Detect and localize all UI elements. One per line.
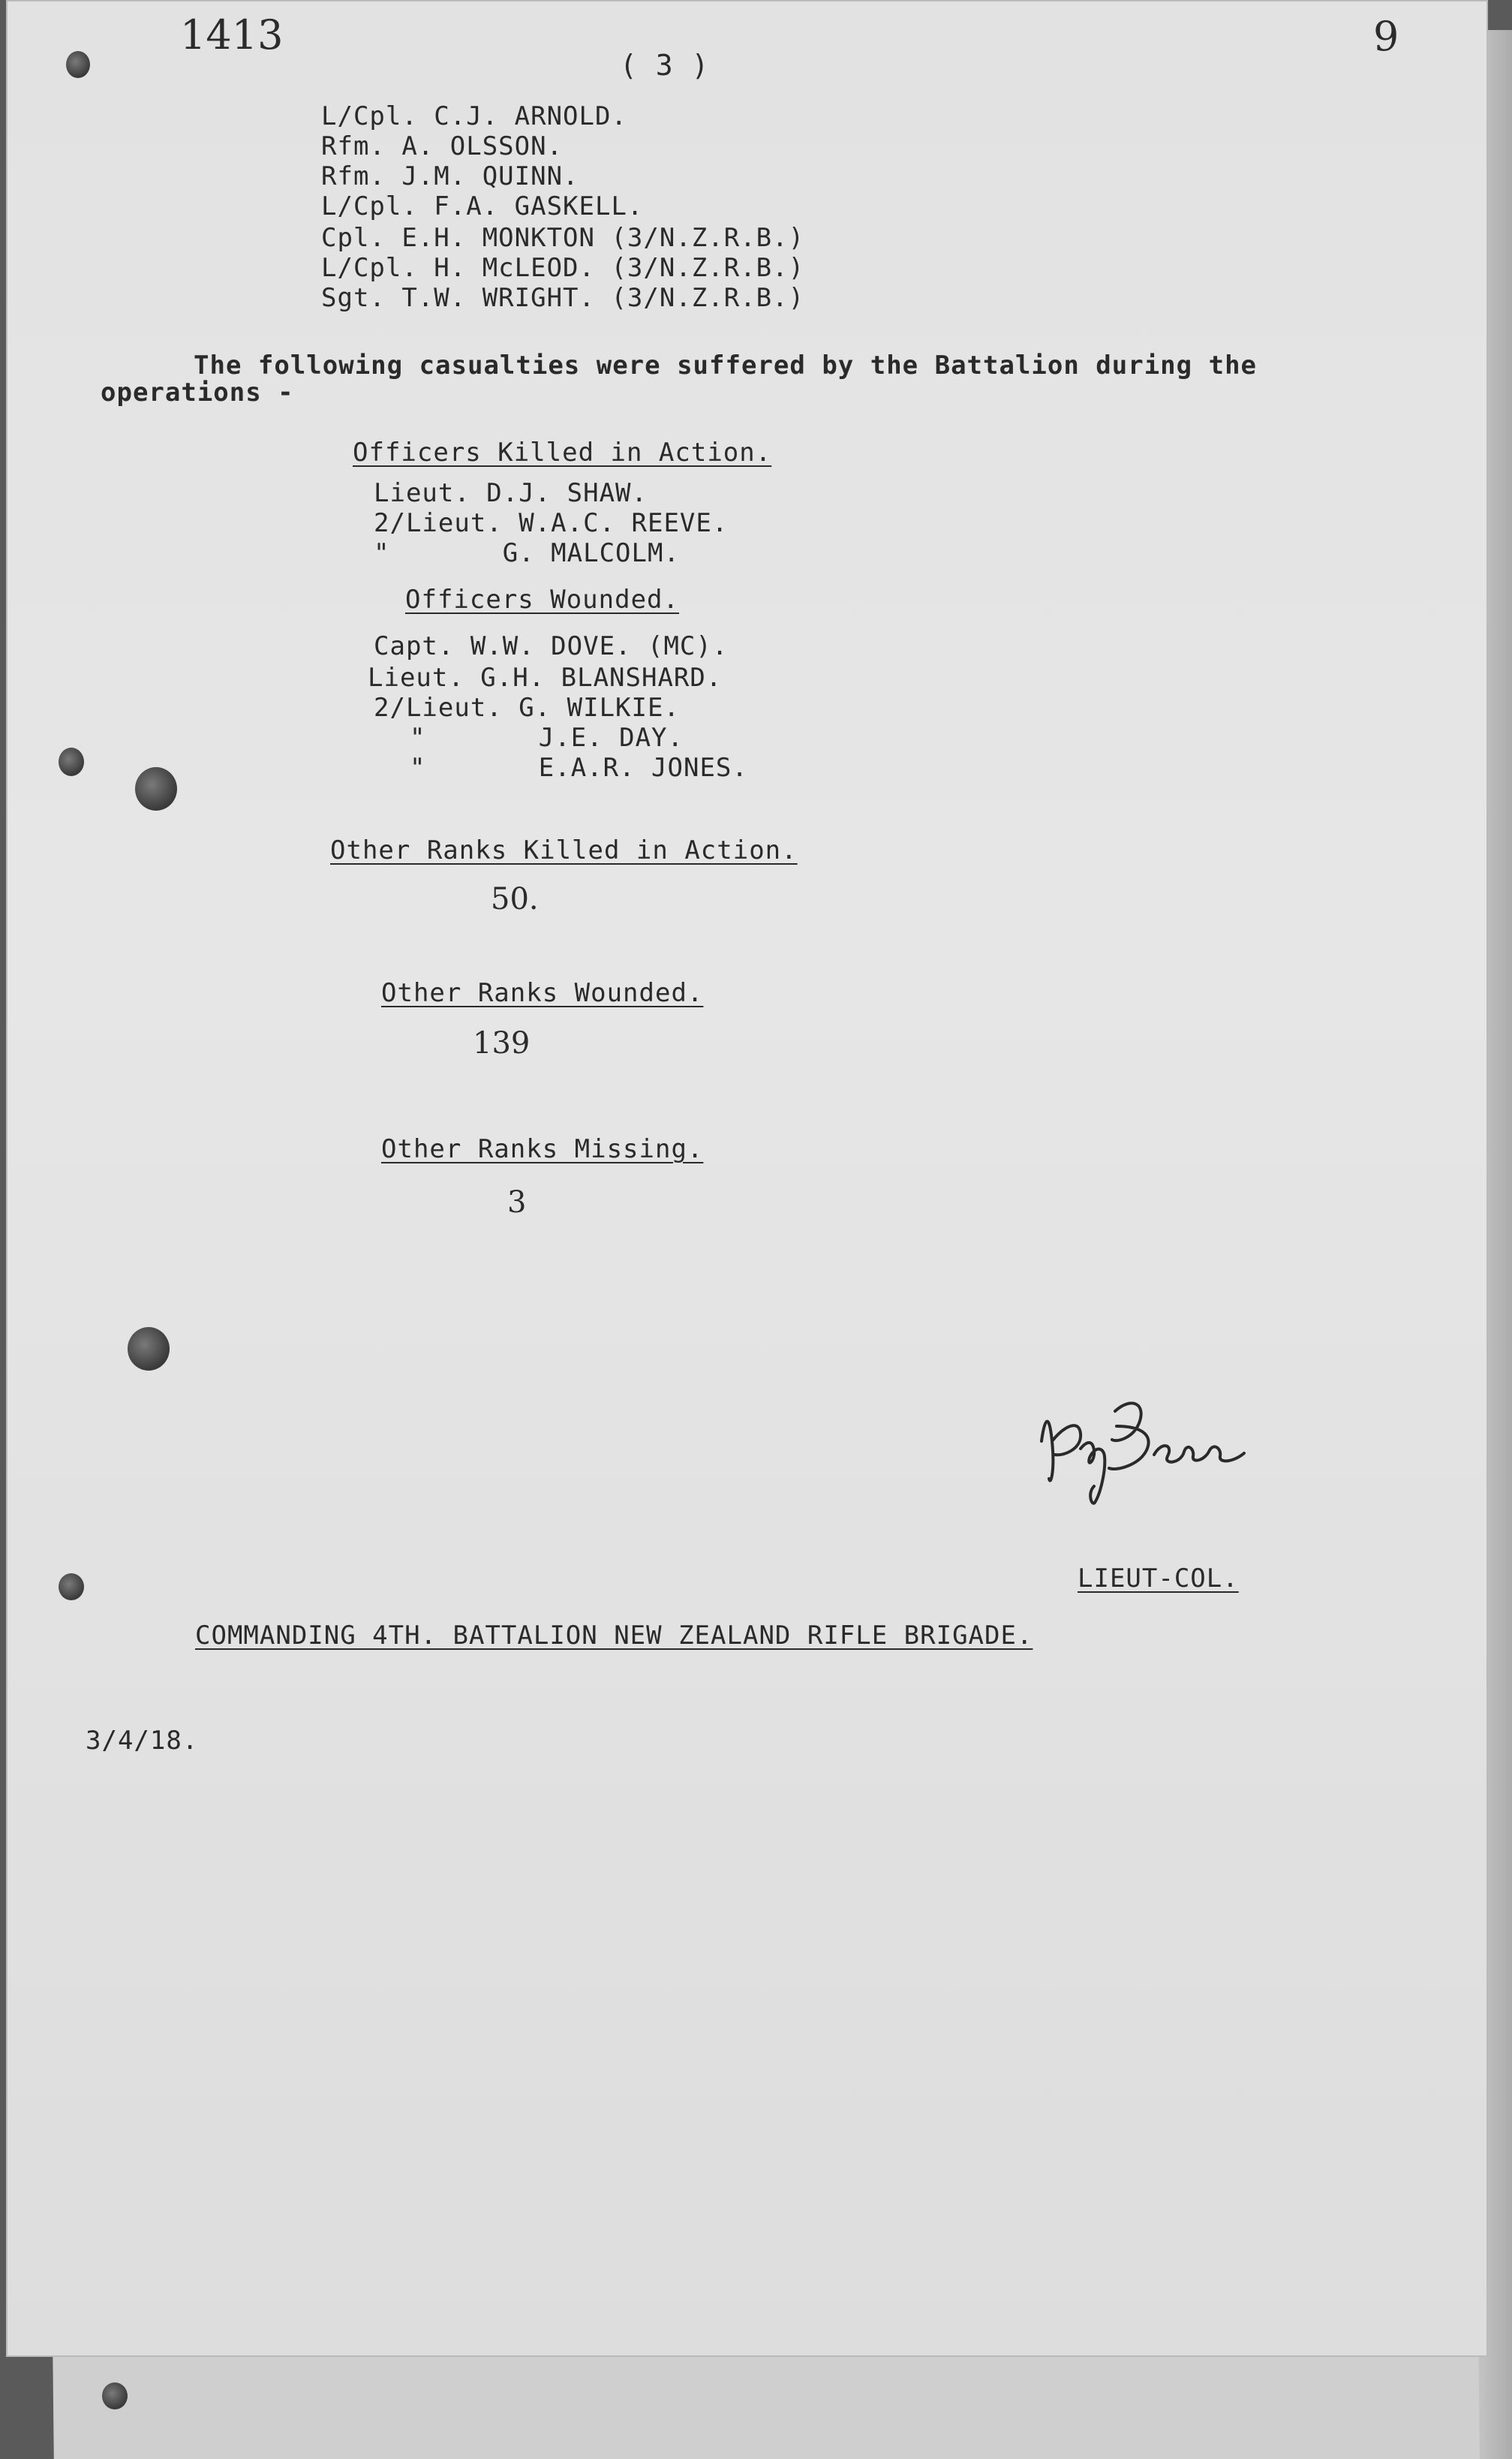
list-item: Capt. W.W. DOVE. (MC). — [374, 631, 729, 661]
section-heading-other-ranks-wounded: Other Ranks Wounded. — [381, 978, 704, 1008]
punch-hole — [59, 1573, 84, 1600]
list-item: 2/Lieut. G. WILKIE. — [374, 693, 680, 723]
count-value: 50. — [491, 882, 539, 916]
list-item: Cpl. E.H. MONKTON (3/N.Z.R.B.) — [321, 223, 805, 253]
list-item: L/Cpl. F.A. GASKELL. — [321, 191, 644, 221]
punch-hole — [128, 1327, 170, 1371]
section-heading-other-ranks-missing: Other Ranks Missing. — [381, 1134, 704, 1164]
section-heading-officers-wounded: Officers Wounded. — [405, 585, 679, 615]
list-item: Lieut. G.H. BLANSHARD. — [368, 663, 723, 693]
page-number: 9 — [1373, 13, 1399, 60]
folio-number: 1413 — [180, 11, 284, 59]
intro-line: operations - — [101, 378, 294, 408]
intro-line: The following casualties were suffered by the Battalion during the — [194, 351, 1258, 381]
list-item: " J.E. DAY. — [410, 723, 684, 753]
list-item: Lieut. D.J. SHAW. — [374, 478, 648, 508]
list-item: 2/Lieut. W.A.C. REEVE. — [374, 508, 729, 538]
paper-sheet — [6, 0, 1488, 2357]
list-item: L/Cpl. H. McLEOD. (3/N.Z.R.B.) — [321, 253, 805, 283]
list-item: L/Cpl. C.J. ARNOLD. — [321, 101, 627, 131]
signatory-rank: LIEUT-COL. — [1078, 1564, 1239, 1594]
list-item: " G. MALCOLM. — [374, 538, 680, 568]
punch-hole — [135, 767, 177, 811]
count-value: 3 — [507, 1185, 527, 1220]
document-date: 3/4/18. — [86, 1726, 199, 1756]
handwritten-signature — [1034, 1396, 1259, 1516]
punch-hole — [59, 748, 84, 776]
count-value: 139 — [473, 1026, 531, 1061]
signatory-command: COMMANDING 4TH. BATTALION NEW ZEALAND RIFLE BRIGADE. — [195, 1621, 1033, 1651]
page-marker: ( 3 ) — [620, 49, 710, 82]
list-item: Rfm. J.M. QUINN. — [321, 161, 579, 191]
punch-hole — [66, 51, 90, 78]
list-item: Rfm. A. OLSSON. — [321, 131, 564, 161]
section-heading-officers-killed: Officers Killed in Action. — [353, 438, 772, 468]
punch-hole — [102, 2382, 128, 2409]
list-item: " E.A.R. JONES. — [410, 753, 748, 783]
list-item: Sgt. T.W. WRIGHT. (3/N.Z.R.B.) — [321, 283, 805, 313]
section-heading-other-ranks-killed: Other Ranks Killed in Action. — [330, 835, 798, 865]
